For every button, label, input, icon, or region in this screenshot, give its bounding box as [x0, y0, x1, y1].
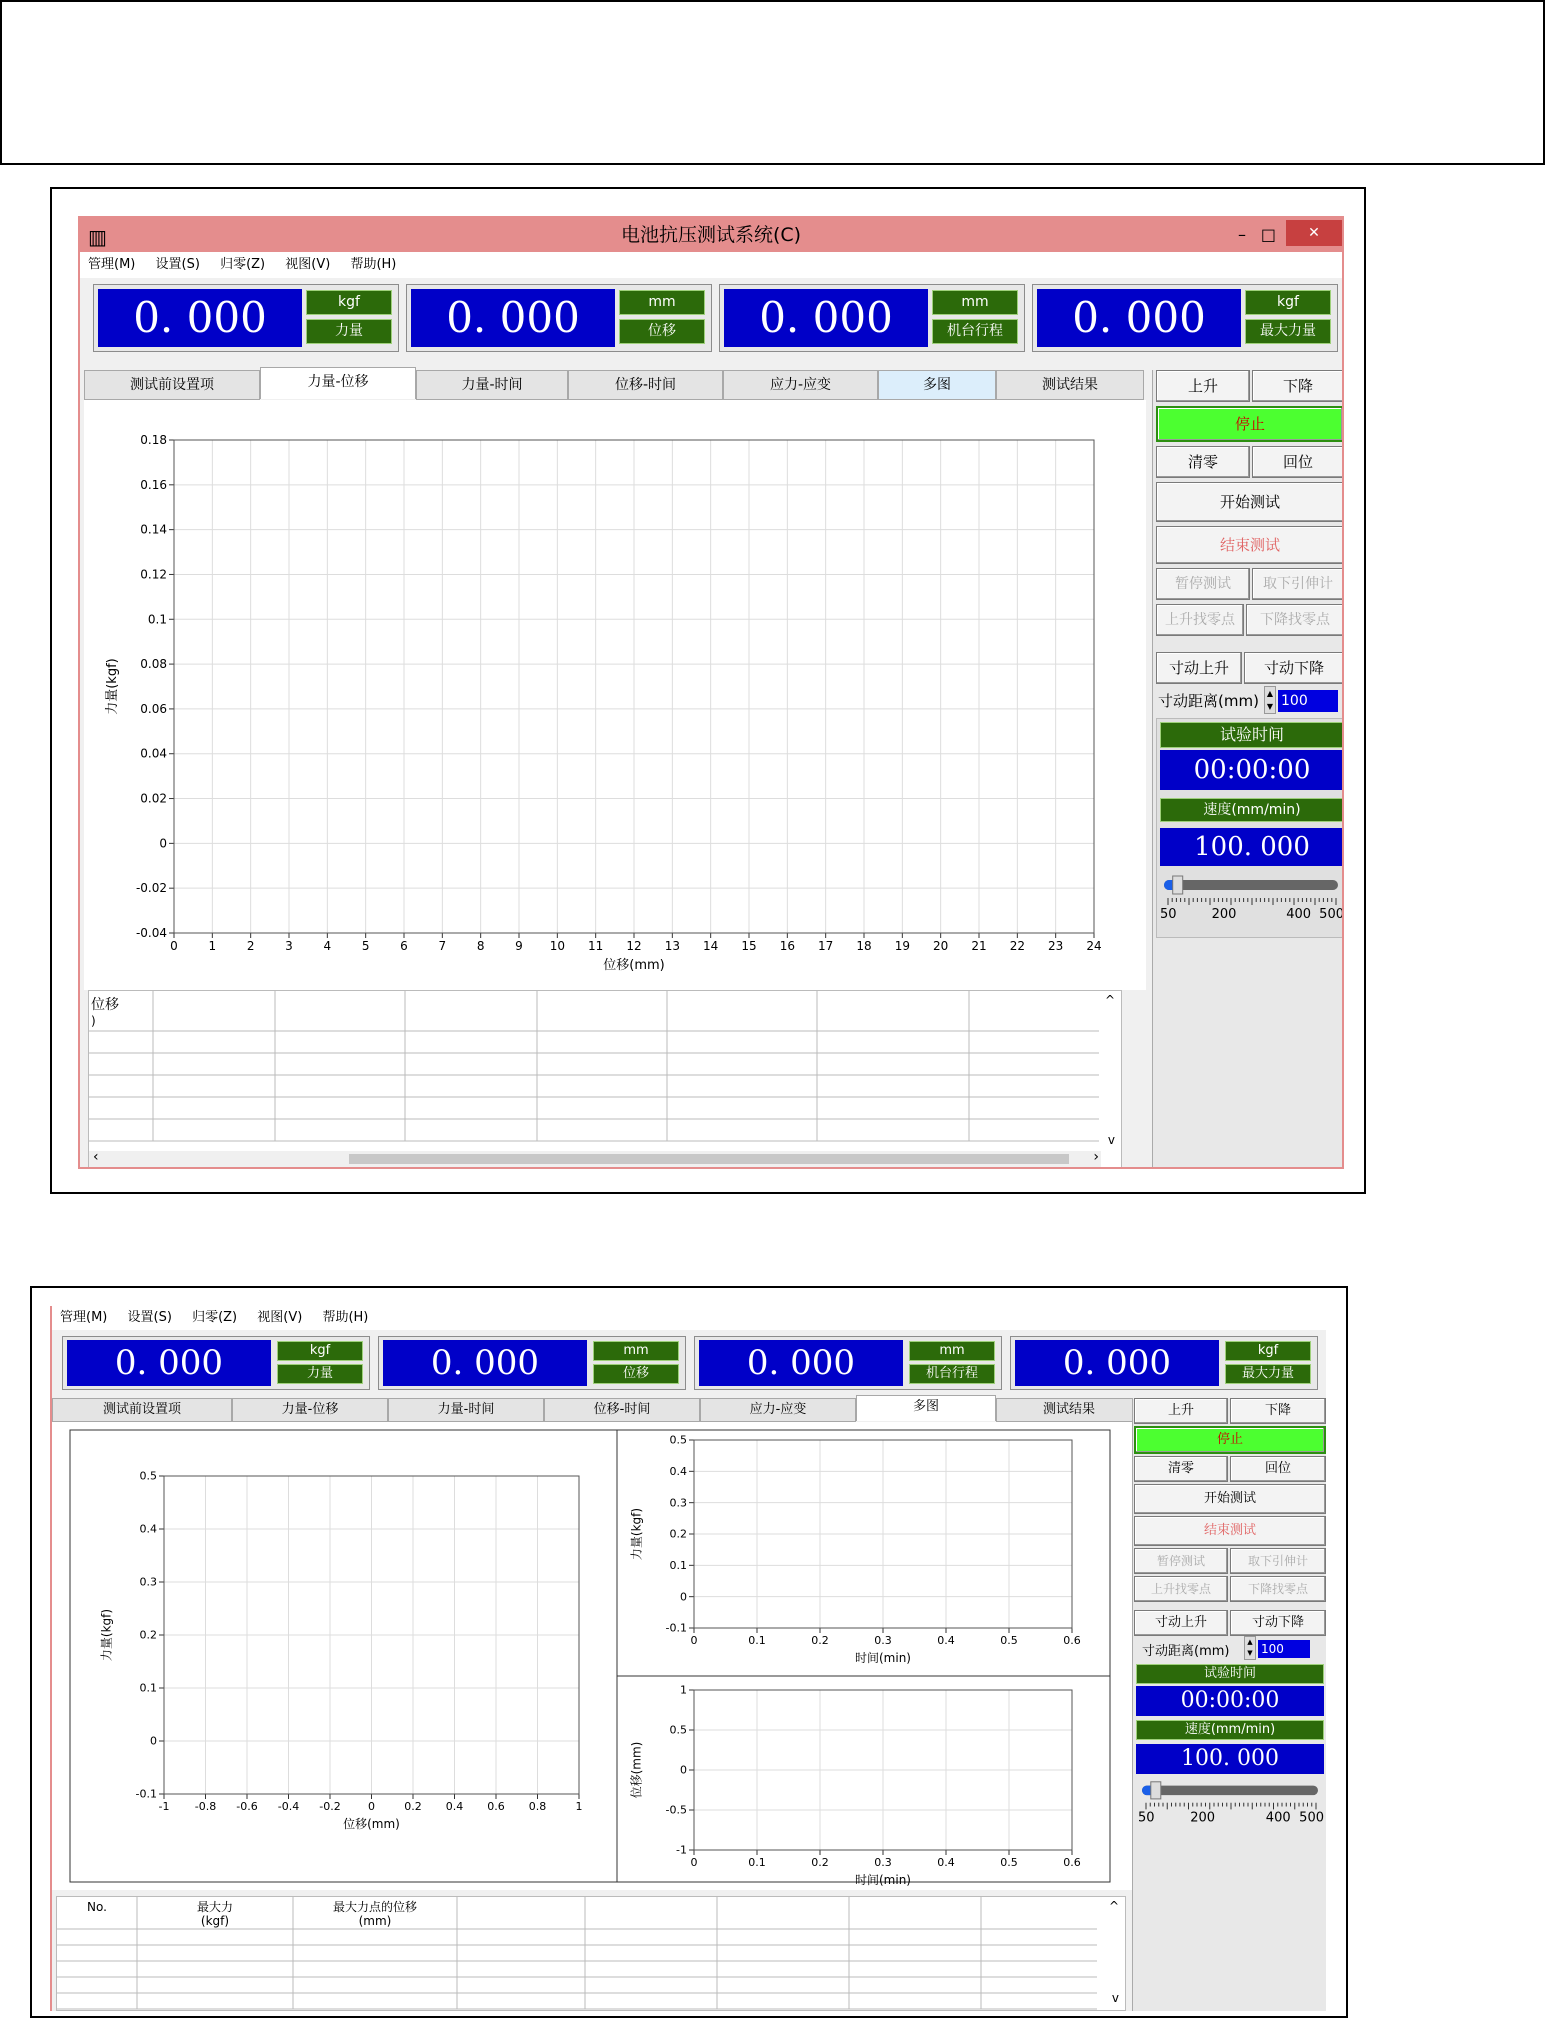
fd2-chart-x-tick-label: 0 [368, 1800, 375, 1813]
speed-slider-2[interactable] [1136, 1778, 1326, 1826]
fd2-chart-x-tick-label: 0.8 [528, 1800, 547, 1813]
plot-panel [84, 400, 1146, 990]
results-table-grid-2 [57, 1897, 1107, 2011]
tab-bar-2 [52, 1398, 1142, 1422]
start-test-button-2[interactable]: 开始测试 [1134, 1484, 1326, 1514]
readout-machine-travel-2 [694, 1336, 1002, 1390]
menu-view-2[interactable]: 视图(V) [257, 1310, 303, 1325]
tab-test-results-2[interactable]: 测试结果 [996, 1398, 1142, 1422]
dt-chart-x-tick-label: 0.6 [1063, 1856, 1081, 1869]
max-force-label: 最大力量 [1245, 319, 1331, 344]
fd2-chart-x-tick-label: 0.2 [404, 1800, 422, 1813]
jog-distance-label-2: 寸动距离(mm) [1142, 1644, 1230, 1659]
displacement-label-2: 位移 [593, 1364, 679, 1384]
slider1-label: 400 [1286, 907, 1312, 922]
fd-chart-x-axis-label: 位移(mm) [603, 958, 665, 973]
force-unit: kgf [306, 290, 392, 315]
multi-chart [52, 1422, 1132, 1890]
displacement-label: 位移 [619, 319, 705, 344]
ft-chart-x-tick-label: 0.6 [1063, 1634, 1081, 1647]
max-force-label-2: 最大力量 [1225, 1364, 1311, 1384]
max-force-value-2: 0. 000 [1015, 1340, 1219, 1386]
jog-down-button-2[interactable]: 寸动下降 [1230, 1610, 1326, 1636]
readout-displacement-2 [378, 1336, 686, 1390]
scroll-down-arrow[interactable]: v [1107, 1133, 1115, 1147]
app-title: 电池抗压测试系统(C) [620, 224, 802, 246]
ft-chart-y-tick-label: 0.1 [669, 1559, 687, 1572]
slider1-track [1164, 880, 1338, 890]
readout-max-force [1032, 284, 1338, 352]
scroll-right-arrow[interactable]: › [1093, 1149, 1099, 1165]
max-force-unit-2: kgf [1225, 1341, 1311, 1361]
app-window-1 [78, 216, 1344, 1169]
ft-chart-x-tick-label: 0.2 [811, 1634, 829, 1647]
tab-force-time[interactable]: 力量-时间 [416, 370, 568, 400]
fd-chart-x-tick-label: 20 [933, 939, 949, 953]
ft-chart-x-axis-label: 时间(min) [855, 1651, 911, 1665]
machine-travel-unit: mm [932, 290, 1018, 315]
fd-chart-y-tick-label: 0.08 [140, 657, 167, 672]
return-button-2[interactable]: 回位 [1230, 1456, 1326, 1482]
slider2-label: 50 [1138, 1810, 1155, 1826]
readout-machine-travel [719, 284, 1025, 352]
slider2-thumb [1151, 1782, 1161, 1799]
col-max-force-disp-unit: (mm) [358, 1914, 392, 1928]
fd-chart-y-tick-label: 0.14 [140, 522, 167, 537]
remove-extensometer-button-2[interactable]: 取下引伸计 [1230, 1548, 1326, 1574]
scroll-left-arrow[interactable]: ‹ [93, 1149, 99, 1165]
force-label: 力量 [306, 319, 392, 344]
tab-stress-strain[interactable]: 应力-应变 [723, 370, 878, 400]
jog-distance-input-2[interactable]: 100 [1258, 1640, 1310, 1658]
table-header-sub: ) [91, 1014, 96, 1028]
menu-view[interactable]: 视图(V) [285, 257, 331, 272]
test-time-value: 00:00:00 [1160, 750, 1344, 790]
tab-stress-strain-2[interactable]: 应力-应变 [700, 1398, 856, 1422]
fd-chart-y-tick-label: 0.12 [140, 567, 167, 582]
test-time-value-2: 00:00:00 [1136, 1686, 1324, 1716]
fd-chart-x-tick-label: 10 [549, 939, 565, 953]
multi-plot-panel [52, 1422, 1132, 1890]
menu-zero-2[interactable]: 归零(Z) [192, 1310, 238, 1325]
fd2-chart-y-tick-label: -0.1 [135, 1787, 157, 1801]
dt-chart-x-tick-label: 0.3 [874, 1856, 892, 1869]
fd-chart-y-tick-label: 0 [159, 836, 167, 851]
tab-pretest-settings-2[interactable]: 测试前设置项 [52, 1398, 232, 1422]
fd-chart-x-tick-label: 1 [208, 939, 217, 953]
col-max-force-unit: (kgf) [200, 1914, 230, 1928]
slider2-label: 500 [1299, 1810, 1324, 1826]
fd2-chart-y-tick-label: 0.5 [139, 1469, 157, 1483]
menu-manage-2[interactable]: 管理(M) [60, 1310, 108, 1325]
scroll-up-arrow[interactable]: ^ [1104, 993, 1115, 1007]
fd2-chart-y-axis-label: 力量(kgf) [99, 1608, 114, 1662]
fd-chart-y-tick-label: 0.04 [140, 746, 167, 761]
screenshot-frame-1 [50, 187, 1366, 1194]
menu-settings-2[interactable]: 设置(S) [127, 1310, 172, 1325]
pause-test-button[interactable]: 暂停测试 [1156, 568, 1250, 600]
dt-chart-y-axis-label: 位移(mm) [629, 1741, 644, 1799]
dt-chart-x-tick-label: 0 [690, 1856, 698, 1869]
slider1-label: 200 [1211, 907, 1237, 922]
fd-chart-x-tick-label: 22 [1009, 939, 1025, 953]
fd-chart-y-tick-label: -0.02 [135, 881, 167, 896]
tab-displacement-time[interactable]: 位移-时间 [568, 370, 723, 400]
tab-force-time-2[interactable]: 力量-时间 [388, 1398, 544, 1422]
displacement-value-2: 0. 000 [383, 1340, 587, 1386]
fd-chart-y-axis-label: 力量(kgf) [105, 658, 120, 715]
tab-multi-chart-2[interactable]: 多图 [856, 1395, 996, 1421]
dt-chart-x-tick-label: 0.2 [811, 1856, 829, 1869]
force-unit-2: kgf [277, 1341, 363, 1361]
scroll-up-arrow-2[interactable]: ^ [1108, 1899, 1119, 1913]
fd-chart-x-tick-label: 23 [1048, 939, 1064, 953]
ft-chart-x-tick-label: 0.5 [1000, 1634, 1018, 1647]
ft-chart-y-tick-label: 0.4 [669, 1465, 687, 1478]
speed-value: 100. 000 [1160, 828, 1344, 866]
ft-chart-y-tick-label: 0.2 [669, 1527, 687, 1541]
fd2-chart-x-tick-label: 1 [575, 1800, 583, 1813]
close-icon[interactable]: ✕ [1286, 220, 1342, 246]
dt-chart-x-tick-label: 0.4 [937, 1856, 955, 1869]
menu-bar [80, 252, 1342, 278]
dt-chart-y-tick-label: 0 [680, 1763, 687, 1777]
ft-chart-x-tick-label: 0 [690, 1634, 698, 1647]
fd-chart-x-tick-label: 13 [664, 939, 680, 953]
fd2-chart-x-tick-label: -0.6 [236, 1800, 258, 1813]
fd-chart-x-tick-label: 5 [361, 939, 370, 953]
up-button-2[interactable]: 上升 [1134, 1398, 1228, 1424]
fd-chart-y-tick-label: 0.16 [140, 477, 167, 492]
col-max-force-disp-header: 最大力点的位移 [332, 1900, 418, 1914]
fd-chart-y-tick-label: 0.1 [147, 612, 167, 627]
jog-up-button-2[interactable]: 寸动上升 [1134, 1610, 1228, 1636]
jog-distance-stepper-icon[interactable]: ▲ ▼ [1264, 686, 1276, 714]
fd-chart-y-tick-label: 0.02 [140, 791, 167, 806]
fd2-chart-y-tick-label: 0 [150, 1734, 157, 1748]
force-value: 0. 000 [98, 289, 302, 347]
dt-chart-x-tick-label: 0.1 [748, 1856, 766, 1869]
horizontal-scrollbar[interactable] [89, 1151, 1101, 1167]
results-table [88, 990, 1122, 1168]
menu-zero[interactable]: 归零(Z) [220, 257, 266, 272]
menu-manage[interactable]: 管理(M) [88, 257, 136, 272]
test-time-label-2: 试验时间 [1136, 1664, 1324, 1684]
stop-button-2[interactable]: 停止 [1134, 1426, 1326, 1454]
app-icon: ▥ [88, 225, 107, 249]
jog-up-button[interactable]: 寸动上升 [1156, 652, 1242, 684]
dt-chart-x-axis-label: 时间(min) [855, 1873, 911, 1887]
pause-test-button-2[interactable]: 暂停测试 [1134, 1548, 1228, 1574]
col-max-force-header: 最大力 [196, 1900, 234, 1914]
start-test-button[interactable]: 开始测试 [1156, 482, 1344, 522]
fd-chart-y-tick-label: 0.18 [140, 433, 167, 447]
end-test-button[interactable]: 结束测试 [1156, 526, 1344, 564]
zero-button[interactable]: 清零 [1156, 446, 1250, 478]
fd-chart-x-tick-label: 19 [894, 939, 910, 953]
fd2-chart-x-tick-label: 0.4 [445, 1800, 464, 1813]
fd-chart-x-tick-label: 24 [1086, 939, 1102, 953]
down-button[interactable]: 下降 [1252, 370, 1344, 402]
speed-value-2: 100. 000 [1136, 1744, 1324, 1774]
menu-help[interactable]: 帮助(H) [350, 257, 397, 272]
ft-chart-y-axis-label: 力量(kgf) [629, 1507, 644, 1561]
menu-help-2[interactable]: 帮助(H) [322, 1310, 369, 1325]
tab-multi-chart[interactable]: 多图 [878, 370, 996, 400]
fd2-chart-x-axis-label: 位移(mm) [343, 1817, 400, 1831]
fd2-chart-x-tick-label: -1 [158, 1800, 170, 1813]
dt-chart-y-tick-label: -0.5 [665, 1803, 687, 1817]
max-force-value: 0. 000 [1037, 289, 1241, 347]
readout-force-2 [62, 1336, 370, 1390]
slider1-label: 500 [1319, 907, 1344, 922]
speed-label-2: 速度(mm/min) [1136, 1720, 1324, 1740]
ft-chart-y-tick-label: 0.3 [669, 1496, 687, 1510]
app-window-2 [50, 1306, 1326, 2011]
title-bar [80, 218, 1342, 252]
fd-chart-y-tick-label: -0.04 [135, 926, 167, 940]
dt-chart-x-tick-label: 0.5 [1000, 1856, 1018, 1869]
machine-travel-value: 0. 000 [724, 289, 928, 347]
speed-label: 速度(mm/min) [1160, 798, 1344, 822]
tab-displacement-time-2[interactable]: 位移-时间 [544, 1398, 700, 1422]
remove-extensometer-button[interactable]: 取下引伸计 [1252, 568, 1344, 600]
fd-chart-y-tick-label: 0.06 [140, 701, 167, 716]
fd-chart-x-tick-label: 14 [703, 939, 719, 953]
fd2-chart-x-tick-label: 0.6 [487, 1800, 505, 1813]
fd-chart-x-tick-label: 11 [588, 939, 604, 953]
jog-distance-label: 寸动距离(mm) [1158, 692, 1259, 710]
scrollbar-thumb[interactable] [349, 1154, 1069, 1164]
fd2-chart-x-tick-label: -0.2 [319, 1800, 341, 1813]
table-header: 位移 [91, 997, 119, 1013]
slider2-label: 200 [1190, 1810, 1216, 1826]
fd-chart-x-tick-label: 21 [971, 939, 987, 953]
jog-down-button[interactable]: 寸动下降 [1244, 652, 1344, 684]
force-value-2: 0. 000 [67, 1340, 271, 1386]
force-displacement-chart [84, 400, 1146, 990]
slider1-thumb [1173, 876, 1183, 894]
scroll-down-arrow-2[interactable]: v [1111, 1991, 1119, 2005]
displacement-unit-2: mm [593, 1341, 679, 1361]
fd-chart-x-tick-label: 0 [170, 939, 178, 953]
dt-chart-y-tick-label: 0.5 [669, 1723, 687, 1737]
fd-chart-x-tick-label: 7 [438, 939, 447, 953]
tab-force-displacement[interactable]: 力量-位移 [260, 367, 416, 399]
machine-travel-label-2: 机台行程 [909, 1364, 995, 1384]
minimize-icon[interactable]: – [1238, 225, 1246, 244]
fd-chart-x-tick-label: 4 [323, 939, 332, 953]
fd-chart-x-tick-label: 17 [818, 939, 834, 953]
tab-test-results[interactable]: 测试结果 [996, 370, 1144, 400]
fd2-chart-x-tick-label: -0.8 [194, 1800, 217, 1813]
fd-chart-x-tick-label: 15 [741, 939, 757, 953]
stop-button[interactable]: 停止 [1156, 406, 1344, 442]
test-time-label: 试验时间 [1160, 722, 1344, 748]
machine-travel-value-2: 0. 000 [699, 1340, 903, 1386]
slider2-track [1142, 1786, 1318, 1796]
down-find-zero-button-2[interactable]: 下降找零点 [1230, 1576, 1326, 1602]
fd-chart-x-tick-label: 2 [246, 939, 255, 953]
fd2-chart-y-tick-label: 0.1 [139, 1681, 157, 1695]
up-find-zero-button-2[interactable]: 上升找零点 [1134, 1576, 1228, 1602]
displacement-unit: mm [619, 290, 705, 315]
readout-displacement [406, 284, 712, 352]
menu-settings[interactable]: 设置(S) [155, 257, 200, 272]
fd-chart-x-tick-label: 6 [400, 939, 408, 953]
return-button[interactable]: 回位 [1252, 446, 1344, 478]
fd-chart-x-tick-label: 12 [626, 939, 642, 953]
menu-bar-2 [52, 1306, 1326, 1330]
maximize-icon[interactable]: □ [1260, 225, 1276, 244]
max-force-unit: kgf [1245, 290, 1331, 315]
fd-chart-x-tick-label: 8 [476, 939, 485, 953]
dt-chart-y-tick-label: 1 [680, 1683, 687, 1697]
end-test-button-2[interactable]: 结束测试 [1134, 1516, 1326, 1546]
tab-force-displacement-2[interactable]: 力量-位移 [232, 1398, 388, 1422]
col-no-header: No. [87, 1900, 107, 1914]
slider1-label: 50 [1160, 907, 1177, 922]
jog-distance-stepper-icon-2[interactable]: ▲ ▼ [1244, 1636, 1256, 1660]
machine-travel-label: 机台行程 [932, 319, 1018, 344]
dt-chart-y-tick-label: -1 [676, 1843, 687, 1857]
fd-chart-x-tick-label: 9 [515, 939, 523, 953]
force-label-2: 力量 [277, 1364, 363, 1384]
zero-button-2[interactable]: 清零 [1134, 1456, 1228, 1482]
ft-chart-x-tick-label: 0.4 [937, 1634, 955, 1647]
results-table-2 [56, 1896, 1126, 2011]
ft-chart-x-tick-label: 0.1 [748, 1634, 766, 1647]
results-table-grid [89, 991, 1123, 1169]
readout-force [93, 284, 399, 352]
tab-bar [84, 370, 1144, 400]
ft-chart-y-tick-label: 0 [680, 1590, 687, 1604]
down-button-2[interactable]: 下降 [1230, 1398, 1326, 1424]
tab-pretest-settings[interactable]: 测试前设置项 [84, 370, 260, 400]
up-button[interactable]: 上升 [1156, 370, 1250, 402]
up-find-zero-button[interactable]: 上升找零点 [1156, 604, 1244, 636]
displacement-value: 0. 000 [411, 289, 615, 347]
ft-chart-y-tick-label: -0.1 [665, 1621, 687, 1635]
speed-slider[interactable] [1158, 872, 1344, 924]
fd2-chart-y-tick-label: 0.4 [139, 1522, 157, 1536]
jog-distance-input[interactable]: 100 [1278, 690, 1338, 712]
slider2-label: 400 [1265, 1810, 1291, 1826]
fd-chart-x-tick-label: 18 [856, 939, 872, 953]
fd2-chart-y-tick-label: 0.2 [139, 1628, 157, 1642]
down-find-zero-button[interactable]: 下降找零点 [1246, 604, 1344, 636]
fd2-chart-x-tick-label: -0.4 [277, 1800, 300, 1813]
ft-chart-y-tick-label: 0.5 [669, 1433, 687, 1447]
fd2-chart-y-tick-label: 0.3 [139, 1575, 157, 1589]
ft-chart-x-tick-label: 0.3 [874, 1634, 892, 1647]
screenshot-frame-2 [30, 1286, 1348, 2018]
readout-max-force-2 [1010, 1336, 1318, 1390]
machine-travel-unit-2: mm [909, 1341, 995, 1361]
fd-chart-x-tick-label: 3 [285, 939, 293, 953]
fd-chart-x-tick-label: 16 [779, 939, 795, 953]
